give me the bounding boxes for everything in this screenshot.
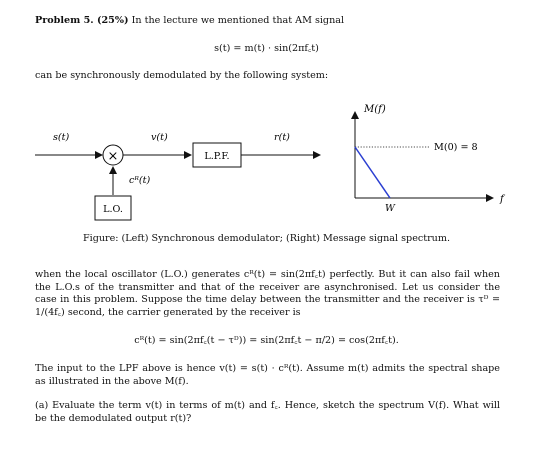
problem-intro: In the lecture we mentioned that AM signal bbox=[131, 15, 345, 26]
problem-lead: can be synchronously demodulated by the following system: bbox=[35, 70, 329, 81]
equation-receiver-carrier: cᴿ(t) = sin(2πf꜀(t − τᴰ)) = sin(2πf꜀t − π/2) = cos(2πf꜀t). bbox=[134, 335, 399, 346]
problem-heading: Problem 5. (25%) bbox=[35, 15, 129, 26]
body-paragraph: when the local oscillator (L.O.) generates cᴿ(t) = sin(2πf꜀t) perfectly. But it can also fail when the L.O.s of the transmitter and that of the receiver are asynchronised. Let us consider the case in this problem. Suppose the time delay between the transmitter and the receiver is τᴰ = 1/(4f꜀) second, the carrier generated by the receiver is bbox=[35, 269, 500, 318]
multiplier-symbol: × bbox=[107, 149, 119, 164]
s-label: s(t) bbox=[53, 132, 70, 143]
lo-label: L.O. bbox=[103, 204, 123, 215]
lpf-paragraph: The input to the LPF above is hence v(t) = s(t) · cᴿ(t). Assume m(t) admits the spectral shape as illustrated in the above M(f). bbox=[35, 363, 500, 387]
part-a-question: (a) Evaluate the term v(t) in terms of m(t) and f꜀. Hence, sketch the spectrum V(f). What will be the demodulated output r(t)? bbox=[35, 400, 500, 424]
peak-label: M(0) = 8 bbox=[434, 142, 478, 153]
cr-label: cᴿ(t) bbox=[129, 175, 151, 186]
figure-caption: Figure: (Left) Synchronous demodulator; (Right) Message signal spectrum. bbox=[82, 233, 451, 244]
r-label: r(t) bbox=[274, 132, 290, 143]
f-label: f bbox=[500, 194, 504, 205]
spectrum-title: M(f) bbox=[364, 104, 386, 115]
lpf-label: L.P.F. bbox=[204, 151, 230, 162]
w-label: W bbox=[385, 203, 395, 214]
spectrum-shape bbox=[355, 147, 390, 198]
equation-am-signal: s(t) = m(t) · sin(2πf꜀t) bbox=[214, 43, 319, 54]
v-label: v(t) bbox=[151, 132, 168, 143]
